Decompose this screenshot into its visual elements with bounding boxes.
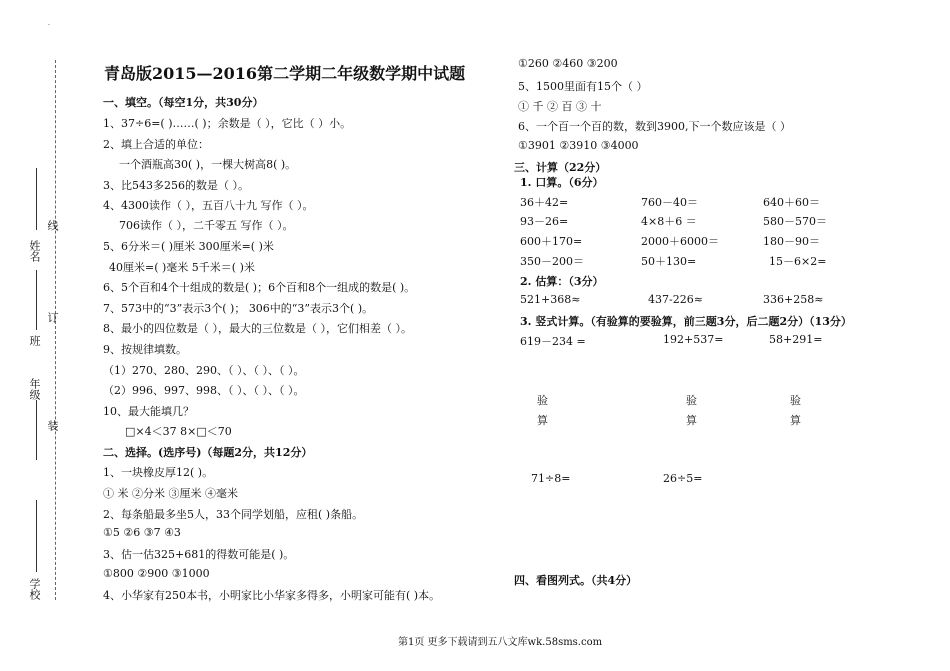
estimate-item: 437-226≈: [648, 293, 703, 306]
class-fill-line: [36, 270, 37, 330]
question-6: 6、5个百和4个十组成的数是( )；6个百和8个一组成的数是( )。: [103, 281, 416, 294]
school-fill-line: [36, 500, 37, 572]
grade-fill-line: [36, 400, 37, 460]
question-9-2: （2）996、997、998、（ ）、（ ）、（ ）。: [103, 384, 305, 397]
question-5-detail: 40厘米=( )毫米 5千米＝( )米: [109, 261, 255, 274]
section-picture: 四、看图列式。（共4分）: [514, 574, 638, 587]
question-4-detail: 706读作（ ），二千零五 写作（ ）。: [119, 219, 294, 232]
choice-1: 1、一块橡皮厚12( )。: [103, 466, 214, 479]
question-2-detail: 一个酒瓶高30( )，一棵大树高8( )。: [119, 158, 297, 171]
section-fill-blanks: 一、填空。（每空1分，共30分）: [103, 96, 264, 109]
vertical-item: 619－234 =: [520, 335, 586, 348]
page-title: 青岛版2015—2016第二学期二年级数学期中试题: [104, 64, 466, 83]
choice-5-options: ① 千 ② 百 ③ 十: [518, 100, 602, 113]
choice-3: 3、估一估325+681的得数可能是( )。: [103, 548, 295, 561]
question-10-detail: □×4＜37 8×□＜70: [125, 425, 232, 438]
check-label: 算: [537, 414, 548, 427]
oral-item: 2000＋6000＝: [641, 235, 719, 248]
question-3: 3、比543多256的数是（ ）。: [103, 179, 249, 192]
oral-item: 15－6×2=: [769, 255, 827, 268]
question-9: 9、按规律填数。: [103, 343, 187, 356]
check-label: 验: [537, 394, 548, 407]
vertical-item: 71÷8=: [531, 472, 571, 485]
sub-vertical: 3. 竖式计算。（有验算的要验算，前三题3分，后二题2分）（13分）: [520, 315, 852, 328]
check-label: 算: [686, 414, 697, 427]
oral-item: 4×8＋6 ＝: [641, 215, 697, 228]
margin-order-char: 订: [46, 312, 59, 323]
vertical-item: 192+537=: [663, 333, 724, 346]
margin-class-label: 班: [28, 335, 41, 346]
section-calc: 三、计算（22分）: [514, 161, 607, 174]
margin-school-label: 学校: [28, 578, 41, 600]
oral-item: 640＋60＝: [763, 196, 820, 209]
choice-1-options: ① 米 ②分米 ③厘米 ④毫米: [103, 487, 238, 500]
margin-line-char: 线: [46, 220, 59, 231]
oral-item: 50＋130=: [641, 255, 697, 268]
vertical-item: 26÷5=: [663, 472, 703, 485]
question-7: 7、573中的“3”表示3个( )； 306中的“3”表示3个( )。: [103, 302, 374, 315]
vertical-item: 58+291=: [769, 333, 823, 346]
oral-item: 350－200＝: [520, 255, 584, 268]
choice-5: 5、1500里面有15个（ ）: [518, 80, 648, 93]
estimate-item: 336+258≈: [763, 293, 824, 306]
question-8: 8、最小的四位数是（ ），最大的三位数是（ ），它们相差（ ）。: [103, 322, 412, 335]
page-footer: 第1页 更多下载请到五八文库wk.58sms.com: [398, 637, 603, 648]
estimate-item: 521+368≈: [520, 293, 581, 306]
check-label: 算: [790, 414, 801, 427]
choice-6: 6、一个百一个百的数，数到3900,下一个数应该是（ ）: [518, 120, 791, 133]
sub-oral: 1. 口算。（6分）: [520, 176, 604, 189]
binding-dot: ·: [48, 22, 50, 29]
question-4: 4、4300读作（ ），五百八十九 写作（ ）。: [103, 199, 314, 212]
question-9-1: （1）270、280、290、（ ）、（ ）、（ ）。: [103, 364, 305, 377]
check-label: 验: [686, 394, 697, 407]
oral-item: 600＋170=: [520, 235, 583, 248]
margin-seal-char: 装: [46, 420, 59, 431]
sub-estimate: 2. 估算：（3分）: [520, 275, 604, 288]
binding-line: [55, 60, 56, 600]
oral-item: 580－570＝: [763, 215, 827, 228]
question-1: 1、37÷6=( )……( )；余数是（ ），它比（ ）小。: [103, 117, 352, 130]
margin-name-label: 姓名: [28, 240, 41, 262]
choice-4: 4、小华家有250本书，小明家比小华家多得多，小明家可能有( )本。: [103, 589, 441, 602]
name-fill-line: [36, 168, 37, 230]
oral-item: 93－26=: [520, 215, 569, 228]
choice-6-options: ①3901 ②3910 ③4000: [518, 139, 639, 152]
margin-grade-label: 年级: [28, 378, 41, 400]
check-label: 验: [790, 394, 801, 407]
question-10: 10、最大能填几？: [103, 405, 194, 418]
choice-3-options: ①800 ②900 ③1000: [103, 567, 210, 580]
question-2: 2、填上合适的单位：: [103, 138, 209, 151]
section-choice: 二、选择。(选序号)（每题2分，共12分）: [103, 446, 313, 459]
choice-2-options: ①5 ②6 ③7 ④3: [103, 526, 181, 539]
question-5: 5、6分米＝( )厘米 300厘米=( )米: [103, 240, 274, 253]
oral-item: 36＋42=: [520, 196, 569, 209]
oral-item: 180－90＝: [763, 235, 820, 248]
oral-item: 760－40＝: [641, 196, 698, 209]
choice-4-options: ①260 ②460 ③200: [518, 57, 618, 70]
choice-2: 2、每条船最多坐5人，33个同学划船，应租( )条船。: [103, 508, 364, 521]
